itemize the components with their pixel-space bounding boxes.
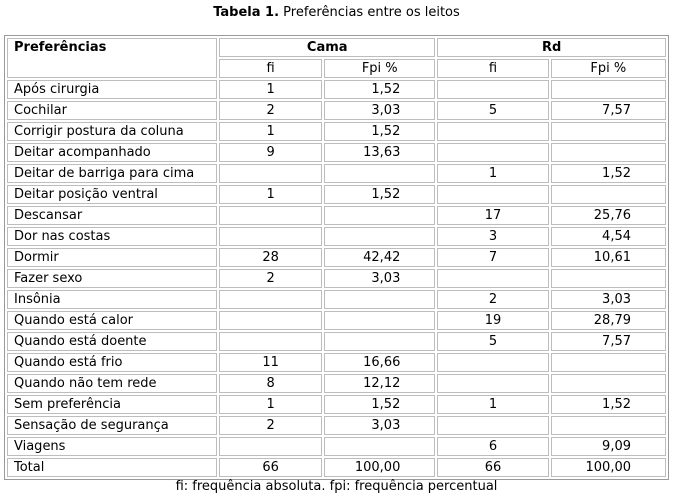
cell-rd-fi: 5 [437, 101, 548, 120]
cell-cama-fi [219, 311, 322, 330]
header-preferencias: Preferências [7, 38, 217, 78]
table-row [7, 437, 666, 456]
cell-rd-fpi [551, 416, 666, 435]
table-row [7, 206, 666, 225]
cell-cama-fpi [324, 332, 435, 351]
cell-rd-fpi: 100,00 [551, 458, 666, 477]
cell-rd-fi [437, 143, 548, 162]
preferences-table [4, 35, 669, 480]
cell-cama-fpi: 3,03 [324, 101, 435, 120]
header-cama: Cama [219, 38, 435, 57]
table-row [7, 353, 666, 372]
table-row [7, 185, 666, 204]
cell-rd-fpi: 7,57 [551, 101, 666, 120]
row-label: Descansar [7, 206, 217, 225]
header-rd: Rd [437, 38, 666, 57]
cell-cama-fpi [324, 290, 435, 309]
table-row [7, 80, 666, 99]
cell-rd-fpi: 4,54 [551, 227, 666, 246]
row-label: Quando está doente [7, 332, 217, 351]
row-label: Insônia [7, 290, 217, 309]
table-footnote: fi: frequência absoluta. fpi: frequência percentual [175, 479, 498, 494]
cell-rd-fi: 1 [437, 164, 548, 183]
cell-rd-fpi [551, 122, 666, 141]
cell-cama-fi: 1 [219, 395, 322, 414]
row-label: Corrigir postura da coluna [7, 122, 217, 141]
cell-cama-fi: 9 [219, 143, 322, 162]
cell-cama-fpi: 100,00 [324, 458, 435, 477]
cell-rd-fpi: 7,57 [551, 332, 666, 351]
cell-rd-fi [437, 185, 548, 204]
row-label: Cochilar [7, 101, 217, 120]
cell-cama-fi: 1 [219, 122, 322, 141]
cell-cama-fpi [324, 437, 435, 456]
cell-cama-fpi [324, 311, 435, 330]
cell-cama-fi: 2 [219, 101, 322, 120]
header-rd-fpi: Fpi % [551, 59, 666, 78]
cell-rd-fpi [551, 269, 666, 288]
cell-cama-fpi: 42,42 [324, 248, 435, 267]
row-label: Sem preferência [7, 395, 217, 414]
row-label: Dormir [7, 248, 217, 267]
cell-rd-fpi: 9,09 [551, 437, 666, 456]
table-row [7, 227, 666, 246]
cell-cama-fpi [324, 164, 435, 183]
cell-rd-fi: 5 [437, 332, 548, 351]
cell-cama-fpi [324, 227, 435, 246]
cell-rd-fpi: 3,03 [551, 290, 666, 309]
cell-rd-fi: 66 [437, 458, 548, 477]
table-row [7, 395, 666, 414]
row-label: Deitar posição ventral [7, 185, 217, 204]
table-row [7, 332, 666, 351]
table-row [7, 269, 666, 288]
cell-cama-fpi: 1,52 [324, 185, 435, 204]
cell-rd-fi: 2 [437, 290, 548, 309]
cell-rd-fi: 6 [437, 437, 548, 456]
cell-cama-fi [219, 290, 322, 309]
cell-cama-fi [219, 332, 322, 351]
table-caption [0, 4, 673, 22]
cell-rd-fi [437, 269, 548, 288]
cell-rd-fpi: 1,52 [551, 395, 666, 414]
cell-rd-fi [437, 416, 548, 435]
cell-rd-fi: 17 [437, 206, 548, 225]
cell-cama-fi [219, 164, 322, 183]
cell-rd-fpi [551, 374, 666, 393]
caption-label: Tabela 1. [213, 5, 280, 20]
cell-rd-fpi: 25,76 [551, 206, 666, 225]
table-row [7, 101, 666, 120]
cell-cama-fi [219, 227, 322, 246]
cell-cama-fpi: 1,52 [324, 122, 435, 141]
cell-cama-fi: 2 [219, 416, 322, 435]
table-row [7, 458, 666, 477]
row-label: Viagens [7, 437, 217, 456]
header-cama-fpi: Fpi % [324, 59, 435, 78]
row-label: Deitar de barriga para cima [7, 164, 217, 183]
cell-cama-fi: 28 [219, 248, 322, 267]
cell-rd-fpi [551, 185, 666, 204]
cell-rd-fi [437, 374, 548, 393]
cell-cama-fpi: 13,63 [324, 143, 435, 162]
cell-rd-fi: 1 [437, 395, 548, 414]
cell-rd-fi: 19 [437, 311, 548, 330]
table-row [7, 374, 666, 393]
row-label: Após cirurgia [7, 80, 217, 99]
cell-rd-fpi [551, 143, 666, 162]
row-label: Sensação de segurança [7, 416, 217, 435]
table-row [7, 122, 666, 141]
cell-rd-fpi [551, 80, 666, 99]
cell-cama-fi [219, 437, 322, 456]
header-rd-fi: fi [437, 59, 548, 78]
cell-cama-fi: 2 [219, 269, 322, 288]
table-body [7, 80, 666, 477]
cell-cama-fpi: 16,66 [324, 353, 435, 372]
cell-cama-fi: 66 [219, 458, 322, 477]
cell-rd-fi: 3 [437, 227, 548, 246]
row-label: Fazer sexo [7, 269, 217, 288]
table-row [7, 290, 666, 309]
cell-cama-fi: 1 [219, 80, 322, 99]
table-row [7, 248, 666, 267]
table-row [7, 143, 666, 162]
row-label: Deitar acompanhado [7, 143, 217, 162]
cell-rd-fpi: 28,79 [551, 311, 666, 330]
row-label: Dor nas costas [7, 227, 217, 246]
table-row [7, 164, 666, 183]
cell-rd-fpi [551, 353, 666, 372]
cell-cama-fi: 11 [219, 353, 322, 372]
row-label: Quando está frio [7, 353, 217, 372]
cell-cama-fpi: 3,03 [324, 416, 435, 435]
header-row-groups [7, 38, 666, 57]
cell-cama-fi: 1 [219, 185, 322, 204]
cell-rd-fpi: 1,52 [551, 164, 666, 183]
row-label: Quando não tem rede [7, 374, 217, 393]
cell-cama-fi [219, 206, 322, 225]
cell-cama-fpi: 1,52 [324, 80, 435, 99]
cell-rd-fi [437, 122, 548, 141]
cell-cama-fpi [324, 206, 435, 225]
cell-cama-fpi: 12,12 [324, 374, 435, 393]
cell-rd-fi [437, 80, 548, 99]
cell-rd-fi: 7 [437, 248, 548, 267]
table-row [7, 416, 666, 435]
row-label: Total [7, 458, 217, 477]
cell-cama-fi: 8 [219, 374, 322, 393]
caption-text: Preferências entre os leitos [283, 5, 460, 20]
cell-cama-fpi: 3,03 [324, 269, 435, 288]
cell-rd-fi [437, 353, 548, 372]
header-cama-fi: fi [219, 59, 322, 78]
table-row [7, 311, 666, 330]
cell-cama-fpi: 1,52 [324, 395, 435, 414]
row-label: Quando está calor [7, 311, 217, 330]
cell-rd-fpi: 10,61 [551, 248, 666, 267]
